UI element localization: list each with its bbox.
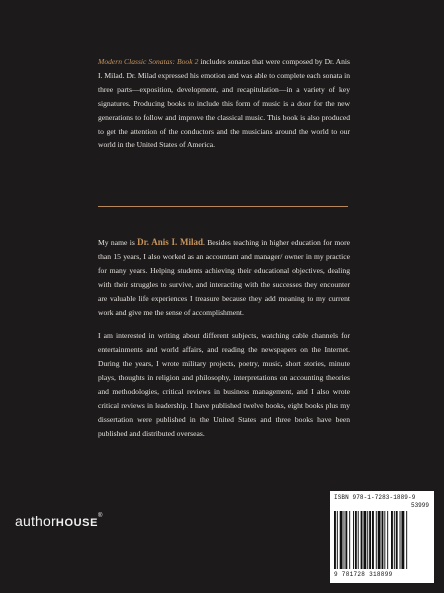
barcode-bar [372, 511, 374, 569]
bio-paragraph-1 [98, 236, 350, 319]
bio-paragraph-2: I am interested in writing about different subjects, watching cable channels for entertainments and world affairs, and reading the newspapers on the Internet. During the years, I wrote military projects, poetry, music, short stories, minute plays, thoughts in religion and philosophy, interpretations on accounting theories and methodologies, critical reviews in business management, and I also wrote critical reviews in leadership. I have published twelve books, eight books plus my dissertation were published in the United States and three books have been published and distributed overseas. [98, 331, 350, 438]
registered-mark: ® [98, 513, 103, 519]
publisher-logo-house: HOUSE [55, 517, 99, 529]
blurb-text: includes sonatas that were composed by Dr. Anis I. Milad. Dr. Milad expressed his emotion and was able to complete each sonata in three parts—exposition, development, and recapitulation—in a variety of key signatures. Producing books to include this form of music is a door for the new generations to follow and improve the classical music. This book is also produced to get the attention of the conductors and the musicians around the world to our world in the United States of America. [98, 57, 350, 150]
barcode-bar [367, 511, 368, 569]
barcode-bar [334, 511, 336, 569]
bio-intro: My name is [98, 238, 138, 247]
barcode-bar [358, 511, 359, 569]
publisher-logo-author: author [15, 513, 56, 529]
barcode-bar [369, 511, 371, 569]
barcode-bar [387, 511, 388, 569]
book-title: Modern Classic Sonatas: Book 2 [98, 57, 199, 66]
barcode-bar [376, 511, 377, 569]
barcode-bar [344, 511, 345, 569]
barcode-bar [401, 511, 404, 569]
barcode-bar [384, 511, 385, 569]
barcode-digits: 9 781728 318899 [334, 571, 393, 578]
barcode-bar [396, 511, 398, 569]
section-divider [98, 206, 348, 207]
isbn-barcode [330, 491, 434, 583]
barcode-bar [391, 511, 393, 569]
barcode-bar [349, 511, 350, 569]
barcode-bar [378, 511, 381, 569]
author-name: Dr. Anis I. Milad [137, 237, 203, 247]
barcode-bar [363, 511, 366, 569]
back-cover-blurb [98, 55, 350, 152]
barcode-bar [361, 511, 363, 569]
barcode-bar [353, 511, 354, 569]
barcode-bar [400, 511, 401, 569]
bio-paragraph-1-text: . Besides teaching in higher education for more than 15 years, I also worked as an accountant and manager/ owner in my practice for many years. Helping students achieving their educational objectives, dealing with their struggles to survive, and interacting with the successes they encounter are valuable life experiences I treasure because they add meaning to my current work and give me the sense of accomplishment. [98, 238, 350, 317]
price-code: 53999 [410, 502, 429, 509]
barcode-bar [394, 511, 395, 569]
barcode-bar [382, 511, 384, 569]
barcode-bar [337, 511, 338, 569]
isbn-number: ISBN 978-1-7283-1889-9 [334, 494, 416, 501]
barcode-bar [340, 511, 343, 569]
barcode-bar [355, 511, 357, 569]
barcode-bars [334, 511, 430, 571]
publisher-logo [15, 513, 103, 529]
barcode-bar [345, 511, 347, 569]
barcode-bar [406, 511, 407, 569]
author-bio [98, 236, 350, 451]
